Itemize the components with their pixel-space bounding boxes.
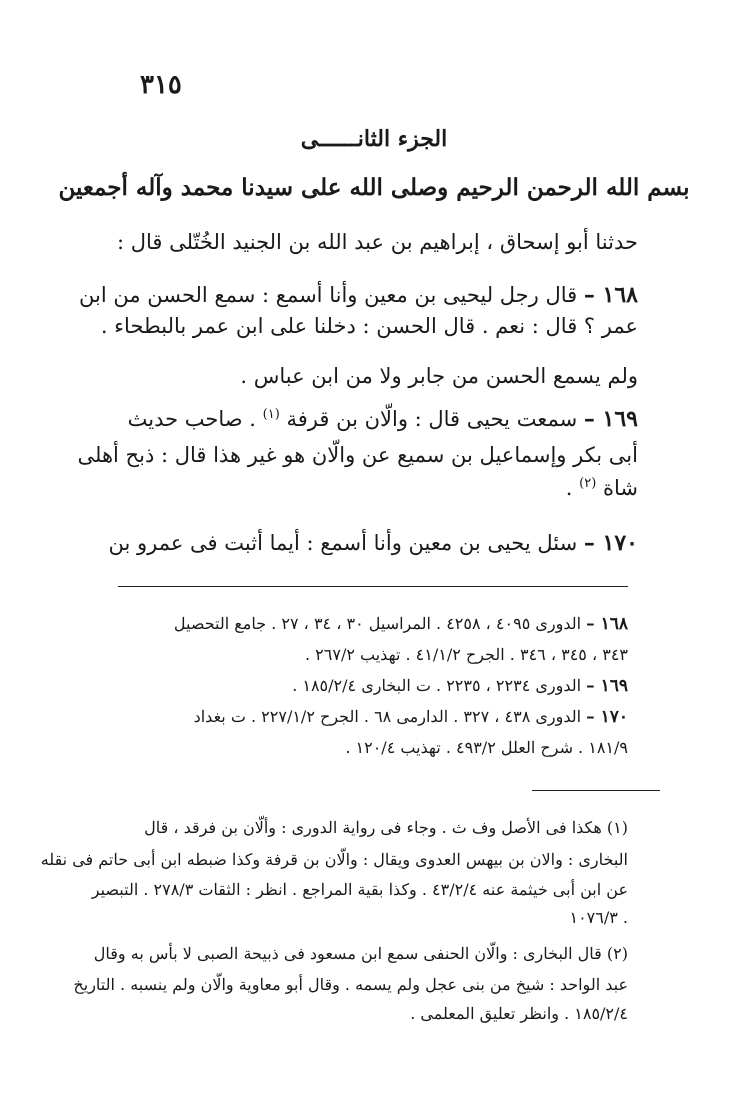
footnote-1-line-4: ١٠٧٦/٣ . (569, 908, 628, 927)
narration-169-line-2: أبى بكر وإسماعيل بن سميع عن والّان هو غير هذا قال : ذبح أهلى (77, 443, 638, 467)
reference-168-line-2: ٣٤٣ ، ٣٤٥ ، ٣٤٦ . الجرح ٤١/١/٢ . تهذيب ٢٦٧/٢ . (304, 645, 628, 664)
reference-169-number: ١٦٩ – (586, 676, 628, 696)
reference-169-line-1 (292, 676, 628, 696)
narration-170-text-1: سئل يحيى بن معين وأنا أسمع : أيما أثبت فى عمرو بن (108, 531, 578, 555)
footnote-2-line-3: ١٨٥/٢/٤ . وانظر تعليق المعلمى . (410, 1004, 628, 1023)
reference-170-line-2: ١٨١/٩ . شرح العلل ٤٩٣/٢ . تهذيب ١٢٠/٤ . (345, 738, 628, 757)
narration-168-line-1 (79, 282, 638, 308)
part-title-start: الجزء الثانـ (351, 126, 448, 152)
reference-170-line-1 (194, 707, 628, 727)
footnote-2-line-2: عبد الواحد : شيخ من بنى عجل ولم يسمه . وقال أبو معاوية والّان ولم ينسبه . التاريخ (73, 975, 628, 994)
isnad-line: حدثنا أبو إسحاق ، إبراهيم بن عبد الله بن الجنيد الخُتّلى قال : (117, 230, 638, 254)
narration-169-text-1a: سمعت يحيى قال : والّان بن قرفة (286, 407, 578, 431)
narration-169-line-3 (566, 476, 638, 500)
narration-168-line-2: عمر ؟ قال : نعم . قال الحسن : دخلنا على ابن عمر بالبطحاء . (100, 314, 638, 338)
narration-170-number: ١٧٠ – (583, 530, 638, 556)
footnote-1-line-3: عن ابن أبى خيثمة عنه ٤٣/٢/٤ . وكذا بقية المراجع . انظر : الثقات ٢٧٨/٣ . التبصير (91, 880, 628, 899)
narration-170-line-1 (108, 530, 638, 556)
references-divider (118, 586, 628, 587)
part-title-end: ـــــى (300, 126, 352, 152)
basmala: بسم الله الرحمن الرحيم وصلى الله على سيدنا محمد وآله أجمعين (58, 174, 690, 201)
narration-169-text-3b: . (565, 476, 573, 500)
footnote-1-line-1: (١) هكذا فى الأصل وف ث . وجاء فى رواية الدورى : وألّان بن فرقد ، قال (144, 818, 628, 837)
page-number: ٣١٥ (140, 70, 182, 100)
footnote-1-line-2: البخارى : والان بن بيهس العدوى ويقال : والّان بن قرفة وكذا ضبطه ابن أبى حاتم فى نقله (40, 850, 628, 869)
reference-168-number: ١٦٨ – (586, 614, 628, 634)
reference-169-text-1: الدورى ٢٢٣٤ ، ٢٢٣٥ . ت البخارى ١٨٥/٢/٤ . (292, 676, 582, 695)
footnote-2-line-1: (٢) قال البخارى : والّان الحنفى سمع ابن مسعود فى ذبيحة الصبى لا بأس به وقال (93, 944, 628, 963)
footnote-ref-1[interactable]: (١) (262, 407, 280, 422)
narration-169-number: ١٦٩ – (583, 406, 638, 432)
reference-170-number: ١٧٠ – (586, 707, 628, 727)
reference-170-text-1: الدورى ٤٣٨ ، ٣٢٧ . الدارمى ٦٨ . الجرح ٢٢٧/١/٢ . ت بغداد (193, 707, 582, 726)
reference-168-line-1 (174, 614, 628, 634)
narration-168-number: ١٦٨ – (583, 282, 638, 308)
narration-169-line-1 (128, 406, 638, 432)
narration-169-text-1b: . صاحب حديث (127, 407, 256, 431)
part-title (0, 126, 748, 152)
narration-168-text-1: قال رجل ليحيى بن معين وأنا أسمع : سمع الحسن من ابن (79, 283, 578, 307)
narration-169-text-3a: شاة (603, 476, 638, 500)
footnotes-divider (532, 790, 660, 791)
footnote-ref-2[interactable]: (٢) (579, 476, 597, 491)
reference-168-text-1: الدورى ٤٠٩٥ ، ٤٢٥٨ . المراسيل ٣٠ ، ٣٤ ، ٢٧ . جامع التحصيل (173, 614, 582, 633)
narration-168-line-3: ولم يسمع الحسن من جابر ولا من ابن عباس . (240, 364, 638, 388)
